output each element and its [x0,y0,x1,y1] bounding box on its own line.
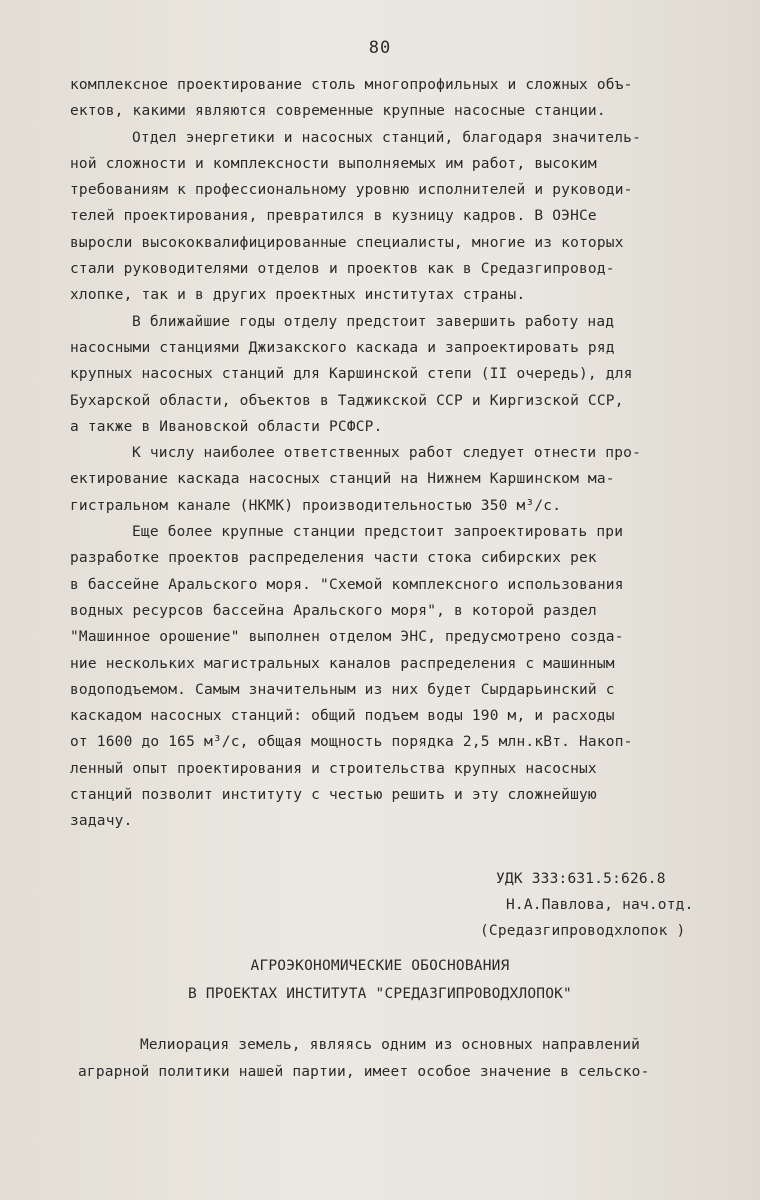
text-line: ленный опыт проектирования и строительства крупных насосных [70,760,597,777]
text-line: ние нескольких магистральных каналов распределения с машинным [70,655,615,672]
text-line: ной сложности и комплексности выполняемых им работ, высоким [70,155,597,172]
text-line: гистральном канале (НКМК) производительностью 350 м³/с. [70,497,562,514]
text-line: "Машинное орошение" выполнен отделом ЭНС, предусмотрено созда- [70,629,624,646]
text-line: выросли высококвалифицированные специалисты, многие из которых [70,234,624,251]
text-line: а также в Ивановской области РСФСР. [70,418,383,435]
text-line: от 1600 до 165 м³/с, общая мощность порядка 2,5 млн.кВт. Накоп- [70,734,633,751]
article-title-line-2: В ПРОЕКТАХ ИНСТИТУТА "СРЕДАЗГИПРОВОДХЛОПОК" [188,986,572,1002]
author-affiliation: (Средазгипроводхлопок ) [480,923,686,939]
text-line: Еще более крупные станции предстоит запроектировать при [132,524,624,541]
text-line: станций позволит институту с честью решить и эту сложнейшую [70,787,597,804]
text-line: водоподъемом. Самым значительным из них будет Сырдарьинский с [70,681,615,698]
text-line: аграрной политики нашей партии, имеет особое значение в сельско- [78,1063,650,1080]
page-number: 80 [368,38,392,58]
text-line: Бухарской области, объектов в Таджикской ССР и Киргизской ССР, [70,392,624,409]
text-line: крупных насосных станций для Каршинской степи (II очередь), для [70,366,633,383]
text-line: ектов, какими являются современные крупные насосные станции. [70,103,606,120]
text-line: в бассейне Аральского моря. "Схемой комплексного использования [70,576,624,593]
text-line: стали руководителями отделов и проектов как в Средазгипровод- [70,261,615,278]
text-line: насосными станциями Джизакского каскада и запроектировать ряд [70,339,615,356]
text-line: К числу наиболее ответственных работ следует отнести про- [132,445,641,462]
article-body [78,1032,748,1085]
body-text [70,72,730,835]
text-line: ектирование каскада насосных станций на Нижнем Каршинском ма- [70,471,615,488]
article-title-line-1: АГРОЭКОНОМИЧЕСКИЕ ОБОСНОВАНИЯ [250,958,510,974]
text-line: комплексное проектирование столь многопрофильных и сложных объ- [70,77,633,93]
text-line: В ближайшие годы отделу предстоит завершить работу над [132,313,615,330]
text-line: водных ресурсов бассейна Аральского моря", в которой раздел [70,602,597,619]
text-line: телей проектирования, превратился в кузницу кадров. В ОЭНСе [70,208,597,225]
text-line: хлопке, так и в других проектных институтах страны. [70,287,526,304]
udc-code: УДК 333:631.5:626.8 [496,871,666,887]
text-line: Мелиорация земель, являясь одним из основных направлений [140,1037,641,1053]
article-meta [470,866,740,944]
text-line: каскадом насосных станций: общий подъем воды 190 м, и расходы [70,708,615,725]
text-line: Отдел энергетики и насосных станций, благодаря значитель- [132,129,641,146]
text-line: разработке проектов распределения части стока сибирских рек [70,550,597,567]
text-line: задачу. [70,813,133,830]
author-name: Н.А.Павлова, нач.отд. [506,897,694,913]
text-line: требованиям к профессиональному уровню исполнителей и руководи- [70,182,633,199]
